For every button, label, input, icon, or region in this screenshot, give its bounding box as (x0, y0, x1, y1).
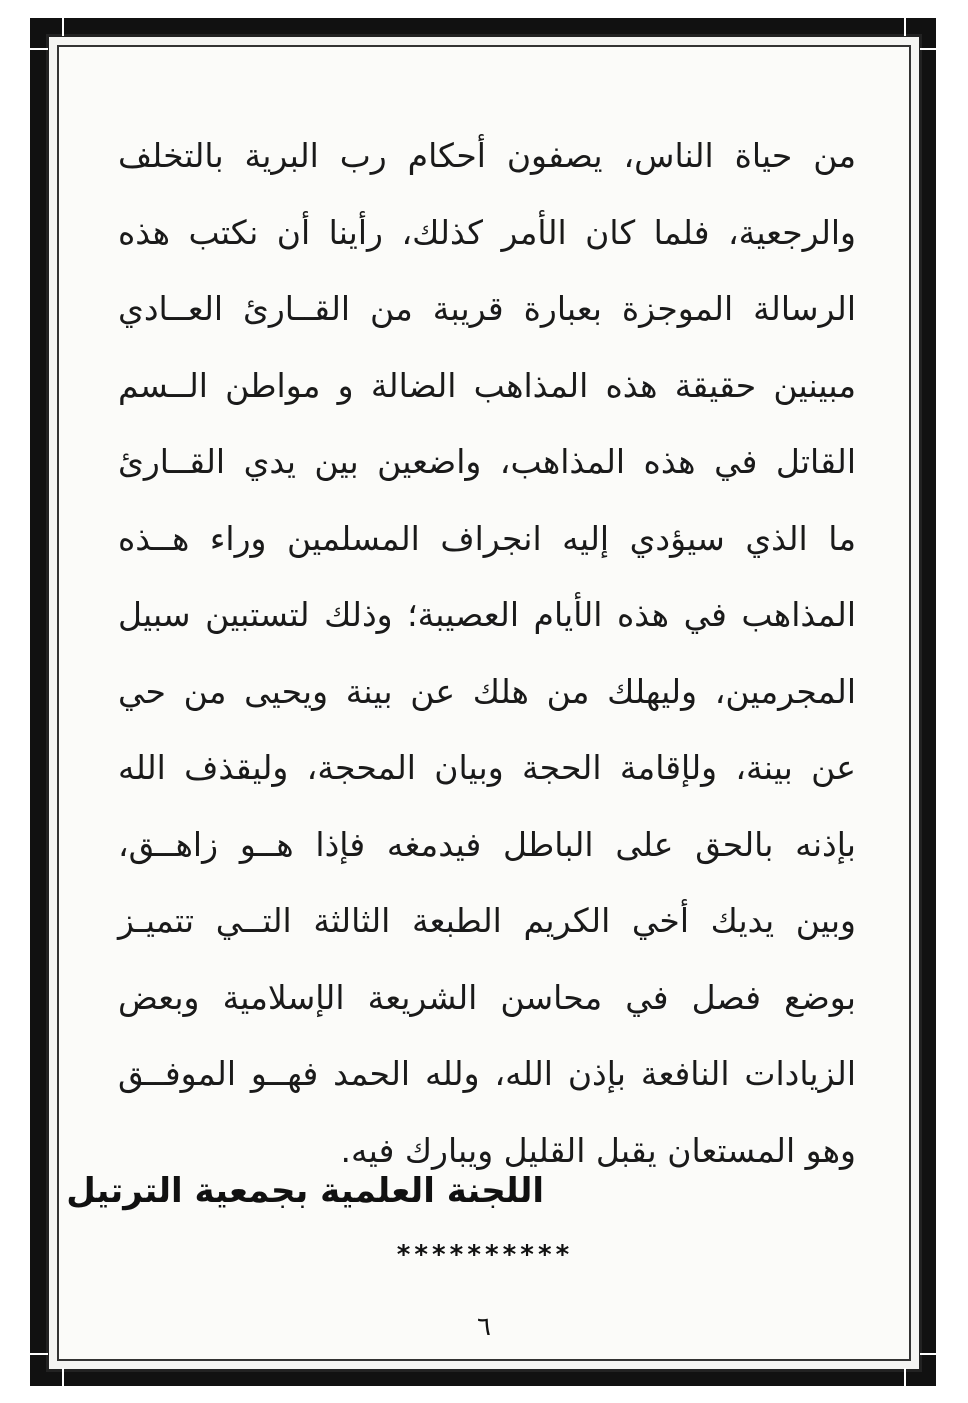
body-line: من حياة الناس، يصفون أحكام رب البرية بالتخلف (118, 136, 856, 175)
frame-corner-mark (30, 1353, 48, 1355)
body-line: المذاهب في هذه الأيام العصيبة؛ وذلك لتستبين سبيل (118, 595, 856, 634)
signature-line: اللجنة العلمية بجمعية الترتيل (66, 1171, 544, 1211)
body-line: عن بينة، ولإقامة الحجة وبيان المحجة، وليقذف الله (118, 748, 856, 787)
page-number: ٦ (477, 1312, 491, 1342)
frame-corner-mark (904, 1368, 906, 1386)
frame-corner-mark (62, 18, 64, 36)
body-line: الزيادات النافعة بإذن الله، ولله الحمد فهــو الموفــق (118, 1054, 856, 1093)
body-line: بوضع فصل في محاسن الشريعة الإسلامية وبعض (118, 977, 856, 1017)
body-line: بإذنه بالحق على الباطل فيدمغه فإذا هــو زاهــق، (118, 824, 856, 864)
frame-corner-mark (30, 48, 48, 50)
body-line: الرسالة الموجزة بعبارة قريبة من القــارئ العــادي (118, 289, 856, 328)
body-line: والرجعية، فلما كان الأمر كذلك، رأينا أن نكتب هذه (118, 212, 856, 252)
frame-corner-mark (62, 1368, 64, 1386)
body-line: وبين يديك أخي الكريم الطبعة الثالثة التــي تتميـز (118, 901, 856, 940)
body-line: ما الذي سيؤدي إليه انجراف المسلمين وراء هــذه (118, 518, 856, 558)
frame-corner-mark (920, 1353, 938, 1355)
body-line: القاتل في هذه المذاهب، واضعين بين يدي القــارئ (118, 442, 856, 481)
separator-stars: ********** (395, 1240, 573, 1270)
frame-corner-mark (920, 48, 938, 50)
body-paragraph (118, 118, 856, 1189)
body-line: المجرمين، وليهلك من هلك عن بينة ويحيى من حي (118, 671, 856, 711)
frame-corner-mark (904, 18, 906, 36)
body-line: مبينين حقيقة هذه المذاهب الضالة و مواطن الــسم (118, 365, 856, 405)
body-line: وهو المستعان يقبل القليل ويبارك فيه. (340, 1130, 856, 1170)
